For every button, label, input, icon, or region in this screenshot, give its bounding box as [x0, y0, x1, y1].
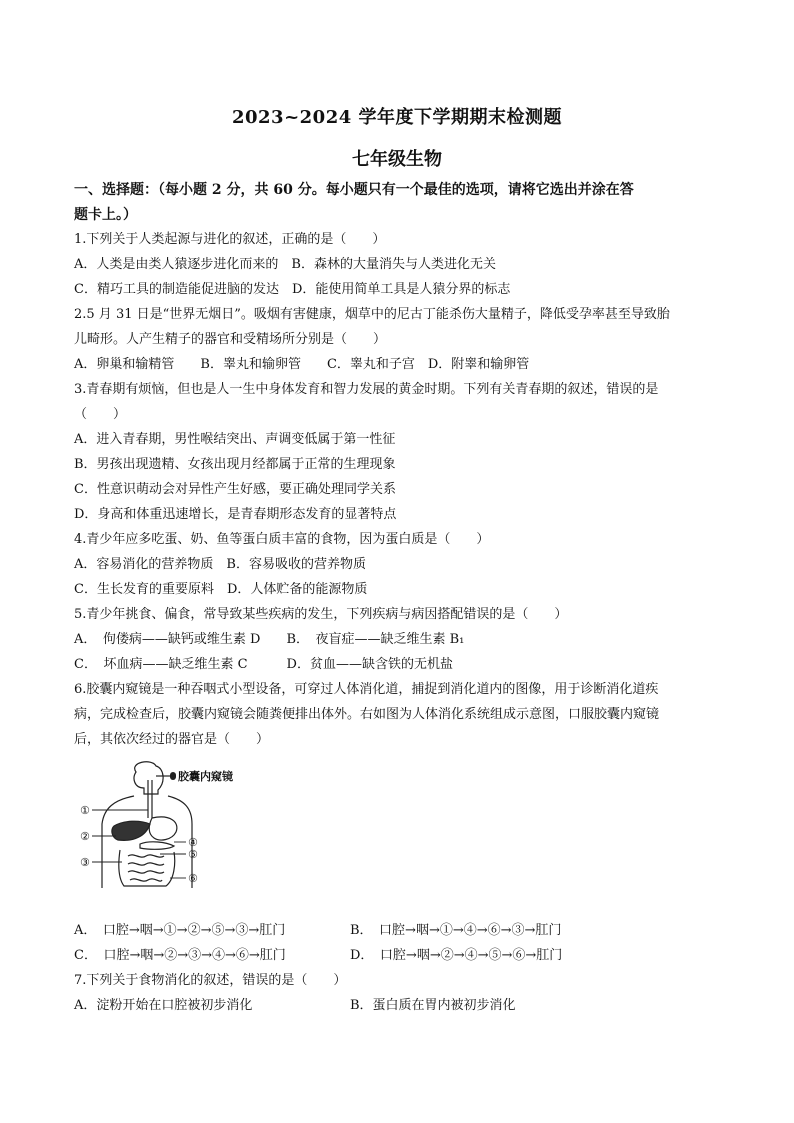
question-7-option-b: B．蛋白质在胃内被初步消化 — [350, 998, 516, 1013]
question-6-stem-end: 后，其依次经过的器官是（ ） — [74, 732, 270, 747]
question-6-stem: 6.胶囊内窥镜是一种吞咽式小型设备，可穿过人体消化道，捕捉到消化道内的图像，用于诊断消化道疾 — [74, 682, 659, 697]
question-6-option-a: A． 口腔→咽→①→②→⑤→③→肛门 — [74, 923, 286, 938]
question-6-stem-cont: 病，完成检查后，胶囊内窥镜会随粪便排出体外。右如图为人体消化系统组成示意图，口服胶囊内窥镜 — [74, 707, 660, 722]
question-4-stem: 4.青少年应多吃蛋、奶、鱼等蛋白质丰富的食物，因为蛋白质是（ ） — [74, 532, 490, 547]
page-subtitle: 七年级生物 — [352, 149, 442, 170]
question-2-stem-cont: 儿畸形。人产生精子的器官和受精场所分别是（ ） — [74, 332, 387, 347]
question-1-options-cd: C．精巧工具的制造能促进脑的发达 D．能使用简单工具是人猿分界的标志 — [74, 282, 511, 297]
question-7-option-a: A．淀粉开始在口腔被初步消化 — [74, 998, 253, 1013]
question-4-options-ab: A．容易消化的营养物质 B．容易吸收的营养物质 — [74, 557, 366, 572]
capsule-icon — [170, 772, 176, 780]
question-5-options-cd: C． 坏血病——缺乏维生素 C D．贫血——缺含铁的无机盐 — [74, 657, 453, 672]
question-3-option-a: A．进入青春期，男性喉结突出、声调变低属于第一性征 — [74, 432, 396, 447]
marker-2: ② — [80, 830, 90, 843]
marker-5: ⑤ — [188, 848, 198, 861]
section-heading: 一、选择题：（每小题 2 分，共 60 分。每小题只有一个最佳的选项，请将它选出并涂在答 — [74, 182, 634, 198]
question-3-stem: 3.青春期有烦恼，但也是人一生中身体发育和智力发展的黄金时期。下列有关青春期的叙述，错误的是 — [74, 382, 659, 397]
question-6-option-d: D． 口腔→咽→②→④→⑤→⑥→肛门 — [350, 948, 563, 963]
question-3-option-b: B．男孩出现遗精、女孩出现月经都属于正常的生理现象 — [74, 457, 396, 472]
figure-label: 胶囊内窥镜 — [178, 770, 233, 783]
marker-1: ① — [80, 804, 90, 817]
question-4-options-cd: C．生长发育的重要原料 D．人体贮备的能源物质 — [74, 582, 368, 597]
question-5-options-ab: A． 佝偻病——缺钙或维生素 D B． 夜盲症——缺乏维生素 B₁ — [74, 632, 465, 647]
question-3-option-c: C．性意识萌动会对异性产生好感，要正确处理同学关系 — [74, 482, 396, 497]
question-5-stem: 5.青少年挑食、偏食，常导致某些疾病的发生，下列疾病与病因搭配错误的是（ ） — [74, 607, 568, 622]
question-2-options: A．卵巢和输精管 B．睾丸和输卵管 C．睾丸和子宫 D．附睾和输卵管 — [74, 357, 530, 372]
page-title: 2023~2024 学年度下学期期末检测题 — [231, 107, 563, 128]
question-6-option-b: B． 口腔→咽→①→④→⑥→③→肛门 — [350, 923, 562, 938]
question-7-stem: 7.下列关于食物消化的叙述，错误的是（ ） — [74, 973, 347, 988]
marker-6: ⑥ — [188, 872, 198, 885]
question-3-stem-cont: （ ） — [74, 407, 127, 422]
digestive-system-diagram — [74, 760, 274, 900]
question-1-options-ab: A．人类是由类人猿逐步进化而来的 B．森林的大量消失与人类进化无关 — [74, 257, 496, 272]
question-6-option-c: C． 口腔→咽→②→③→④→⑥→肛门 — [74, 948, 286, 963]
marker-4: ④ — [188, 836, 198, 849]
question-3-option-d: D．身高和体重迅速增长，是青春期形态发育的显著特点 — [74, 507, 397, 522]
question-1-stem: 1.下列关于人类起源与进化的叙述，正确的是（ ） — [74, 232, 386, 247]
question-2-stem: 2.5 月 31 日是“世界无烟日”。吸烟有害健康，烟草中的尼古丁能杀伤大量精子，降低受孕率甚至导致胎 — [74, 307, 670, 322]
section-heading-cont: 题卡上。） — [74, 207, 137, 223]
marker-3: ③ — [80, 856, 90, 869]
